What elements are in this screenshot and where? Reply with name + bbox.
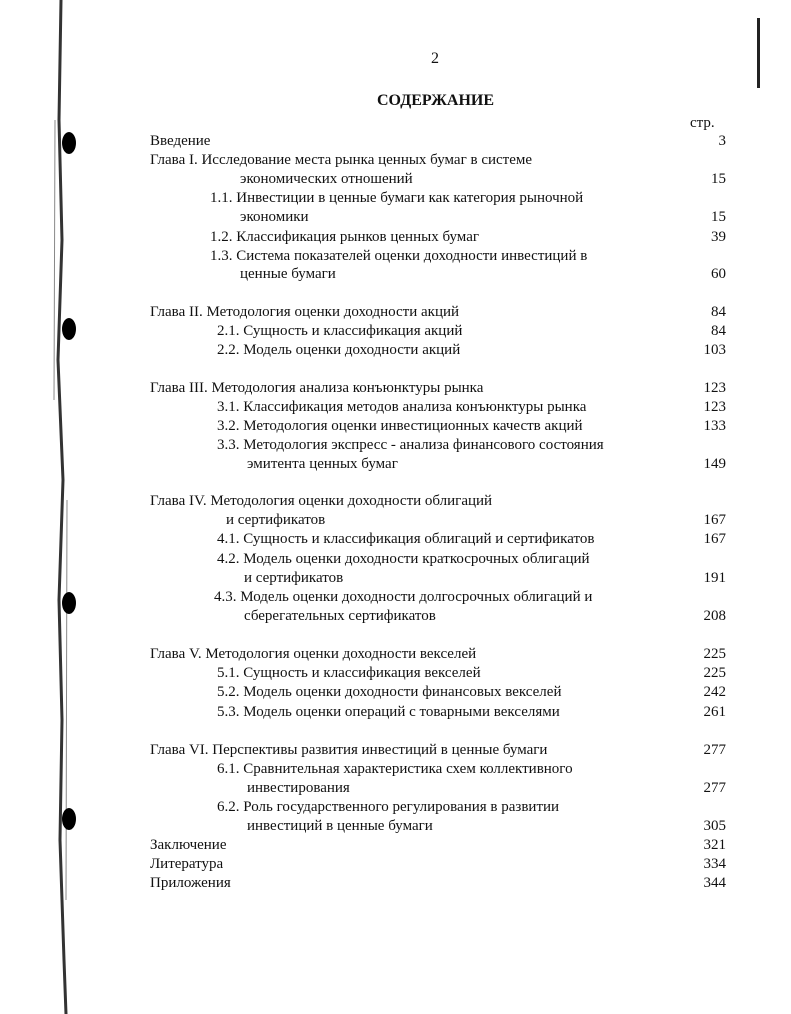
toc-entry [150,683,726,702]
toc-entry [150,530,726,549]
toc-entry [150,247,726,266]
punch-hole-mark [62,132,76,154]
toc-entry [150,550,726,569]
toc-entry-text: Глава I. Исследование места рынка ценных бумаг в системе [150,152,533,168]
toc-entry-text: 2.1. Сущность и классификация акций [217,323,463,339]
toc-entry-text: инвестирования [247,780,350,796]
toc-entry [150,455,726,474]
toc-entry-text: Приложения [150,875,231,891]
toc-entry-text: эмитента ценных бумаг [247,456,398,472]
toc-entry-page: 60 [711,266,726,282]
toc-entry-text: Заключение [150,837,227,853]
toc-entry-text: Глава IV. Методология оценки доходности облигаций [150,493,493,509]
toc-entry-text: 1.2. Классификация рынков ценных бумаг [210,229,480,245]
punch-hole-mark [62,592,76,614]
toc-entry-text: 6.1. Сравнительная характеристика схем коллективного [217,761,573,777]
punch-hole-mark [62,318,76,340]
toc-entry [150,189,726,208]
toc-entry [150,151,726,170]
toc-entry-text: 3.1. Классификация методов анализа конъюнктуры рынка [217,399,587,415]
toc-entry-page: 225 [703,646,726,662]
toc-entry [150,492,726,511]
toc-entry-text: 5.1. Сущность и классификация векселей [217,665,481,681]
toc-entry-page: 261 [703,704,726,720]
toc-entry-page: 277 [703,742,726,758]
toc-entry-text: Глава III. Методология анализа конъюнктуры рынка [150,380,484,396]
toc-entry-text: ценные бумаги [240,266,336,282]
toc-entry-text: 6.2. Роль государственного регулирования в развитии [217,799,560,815]
toc-entry-text: 5.2. Модель оценки доходности финансовых векселей [217,684,562,700]
toc-entry [150,645,726,664]
toc-entry [150,417,726,436]
toc-entry-page: 167 [703,531,726,547]
toc-entry [150,836,726,855]
toc-entry-page: 84 [711,323,726,339]
toc-entry-page: 208 [703,608,726,624]
toc-entry-text: экономических отношений [240,171,413,187]
toc-entry [150,874,726,893]
punch-hole-mark [62,808,76,830]
toc-entry [150,379,726,398]
toc-entry-page: 334 [703,856,726,872]
toc-entry [150,228,726,247]
toc-entry-page: 305 [703,818,726,834]
toc-entry-page: 321 [703,837,726,853]
toc-entry-text: 1.1. Инвестиции в ценные бумаги как категория рыночной [210,190,584,206]
toc-entry [150,703,726,722]
toc-entry-page: 149 [703,456,726,472]
toc-entry-page: 123 [703,399,726,415]
toc-entry [150,569,726,588]
toc-entry [150,208,726,227]
toc-entry-text: инвестиций в ценные бумаги [247,818,433,834]
toc-entry-text: 3.2. Методология оценки инвестиционных качеств акций [217,418,583,434]
toc-entry-text: Глава V. Методология оценки доходности векселей [150,646,477,662]
toc-entry-page: 167 [703,512,726,528]
right-edge-scan-line [757,18,760,88]
toc-entry [150,170,726,189]
toc-entry [150,760,726,779]
toc-entry-text: экономики [240,209,309,225]
toc-entry [150,265,726,284]
toc-entry-page: 344 [703,875,726,891]
page-column-header: стр. [690,115,715,131]
toc-entry-text: Введение [150,133,211,149]
toc-entry-page: 133 [703,418,726,434]
toc-entry [150,436,726,455]
toc-entry-text: 4.2. Модель оценки доходности краткосрочных облигаций [217,551,590,567]
toc-entry [150,398,726,417]
toc-entry-text: 5.3. Модель оценки операций с товарными векселями [217,704,560,720]
toc-entry [150,664,726,683]
toc-entry [150,341,726,360]
toc-entry [150,741,726,760]
toc-entry-page: 191 [703,570,726,586]
toc-entry-page: 123 [703,380,726,396]
toc-entry-text: Глава VI. Перспективы развития инвестиций в ценные бумаги [150,742,548,758]
toc-entry-page: 277 [703,780,726,796]
toc-entry [150,817,726,836]
toc-entry-text: 4.1. Сущность и классификация облигаций и сертификатов [217,531,595,547]
toc-entry [150,132,726,151]
toc-entry-text: сберегательных сертификатов [244,608,436,624]
toc-entry [150,607,726,626]
toc-entry-text: Глава II. Методология оценки доходности акций [150,304,460,320]
toc-entry-page: 242 [703,684,726,700]
toc-entry-page: 103 [703,342,726,358]
toc-entry [150,588,726,607]
toc-entry-page: 3 [718,133,726,149]
page-number: 2 [431,50,439,67]
toc-entry-page: 84 [711,304,726,320]
toc-entry [150,511,726,530]
contents-title: СОДЕРЖАНИЕ [376,92,495,109]
toc-entry [150,779,726,798]
toc-entry [150,322,726,341]
toc-entry-text: 3.3. Методология экспресс - анализа финансового состояния [217,437,604,453]
toc-entry-text: 4.3. Модель оценки доходности долгосрочных облигаций и [214,589,593,605]
toc-entry [150,798,726,817]
toc-entry-text: Литература [150,856,224,872]
toc-entry-text: 2.2. Модель оценки доходности акций [217,342,461,358]
toc-entry-text: 1.3. Система показателей оценки доходности инвестиций в [210,248,588,264]
toc-entry-page: 39 [711,229,726,245]
toc-entry-page: 225 [703,665,726,681]
toc-entry-text: и сертификатов [244,570,344,586]
toc-entry-page: 15 [711,209,726,225]
toc-entry [150,303,726,322]
toc-entry-text: и сертификатов [226,512,326,528]
toc-entry [150,855,726,874]
toc-entry-page: 15 [711,171,726,187]
